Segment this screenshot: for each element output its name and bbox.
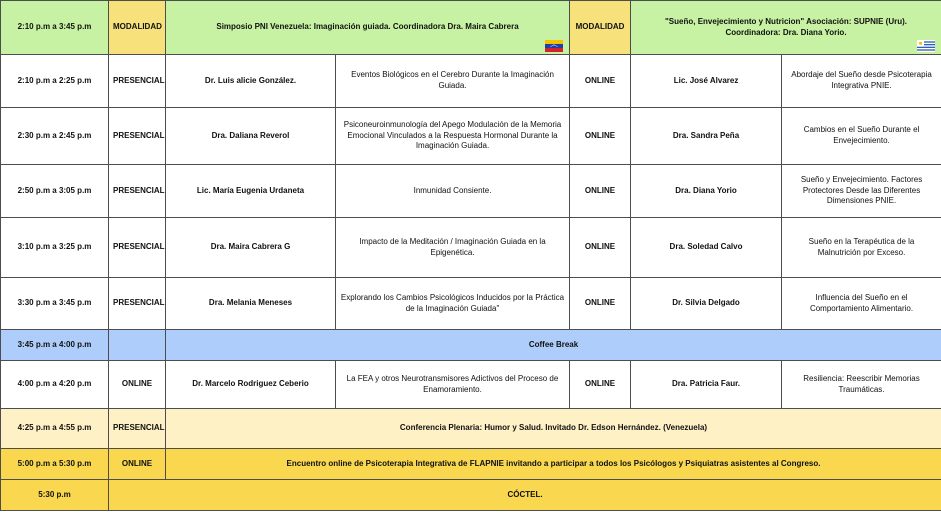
table-row [1, 278, 941, 330]
plenary-time: 4:25 p.m a 4:55 p.m [1, 409, 109, 449]
table-row [1, 108, 941, 165]
row-speaker-right: Dra. Patricia Faur. [631, 361, 782, 409]
row-speaker-left: Dr. Marcelo Rodriguez Ceberio [166, 361, 336, 409]
row-mode-left: PRESENCIAL [109, 278, 166, 330]
row-topic-right: Sueño y Envejecimiento. Factores Protectores Desde las Diferentes Dimensiones PNIE. [782, 165, 941, 218]
online-meeting-mode: ONLINE [109, 449, 166, 480]
row-time: 3:30 p.m a 3:45 p.m [1, 278, 109, 330]
row-time: 2:50 p.m a 3:05 p.m [1, 165, 109, 218]
row-mode-left: PRESENCIAL [109, 218, 166, 278]
row-topic-left: Impacto de la Meditación / Imaginación Guiada en la Epigenética. [336, 218, 570, 278]
coffee-time: 3:45 p.m a 4:00 p.m [1, 330, 109, 361]
row-topic-right: Abordaje del Sueño desde Psicoterapia Integrativa PNIE. [782, 55, 941, 108]
row-speaker-right: Dra. Diana Yorio [631, 165, 782, 218]
header-modality-right: MODALIDAD [570, 1, 631, 55]
symposium-left-title [166, 1, 570, 55]
row-topic-right: Resiliencia: Reescribir Memorias Traumáticas. [782, 361, 941, 409]
symposium-right-line1: "Sueño, Envejecimiento y Nutricion" Asociación: SUPNIE (Uru). [665, 16, 908, 26]
row-topic-left: Inmunidad Consiente. [336, 165, 570, 218]
online-meeting-time: 5:00 p.m a 5:30 p.m [1, 449, 109, 480]
row-speaker-left: Dra. Melania Meneses [166, 278, 336, 330]
row-mode-right: ONLINE [570, 278, 631, 330]
header-modality-left: MODALIDAD [109, 1, 166, 55]
row-speaker-left: Dra. Daliana Reverol [166, 108, 336, 165]
cocktail-time: 5:30 p.m [1, 480, 109, 511]
coffee-break-row [1, 330, 941, 361]
row-speaker-left: Lic. María Eugenia Urdaneta [166, 165, 336, 218]
plenary-row [1, 409, 941, 449]
table-row [1, 218, 941, 278]
symposium-left-text: Simposio PNI Venezuela: Imaginación guiada. Coordinadora Dra. Maira Cabrera [216, 22, 519, 32]
coffee-mode-empty [109, 330, 166, 361]
coffee-break-label: Coffee Break [166, 330, 941, 361]
row-speaker-right: Dra. Soledad Calvo [631, 218, 782, 278]
online-meeting-label: Encuentro online de Psicoterapia Integrativa de FLAPNIE invitando a participar a todos los Psicólogos y Psiquiatras asistentes al Congreso. [166, 449, 941, 480]
symposium-right-line2: Coordinadora: Dra. Diana Yorio. [725, 27, 847, 37]
row-mode-left: PRESENCIAL [109, 108, 166, 165]
row-topic-left: Psiconeuroinmunología del Apego Modulación de la Memoria Emocional Vinculados a la Respuesta Hormonal Durante la Imaginación Guiada. [336, 108, 570, 165]
row-time: 2:30 p.m a 2:45 p.m [1, 108, 109, 165]
row-mode-right: ONLINE [570, 361, 631, 409]
cocktail-row [1, 480, 941, 511]
table-row [1, 165, 941, 218]
header-row [1, 1, 941, 55]
row-mode-right: ONLINE [570, 165, 631, 218]
row-time: 2:10 p.m a 2:25 p.m [1, 55, 109, 108]
online-meeting-row [1, 449, 941, 480]
row-speaker-left: Dr. Luis alicie González. [166, 55, 336, 108]
row-speaker-right: Lic. José Alvarez [631, 55, 782, 108]
row-topic-left: Eventos Biológicos en el Cerebro Durante la Imaginación Guiada. [336, 55, 570, 108]
row-topic-right: Influencia del Sueño en el Comportamiento Alimentario. [782, 278, 941, 330]
row-mode-left: PRESENCIAL [109, 55, 166, 108]
table-row [1, 55, 941, 108]
row-speaker-right: Dr. Silvia Delgado [631, 278, 782, 330]
row-topic-left: La FEA y otros Neurotransmisores Adictivos del Proceso de Enamoramiento. [336, 361, 570, 409]
symposium-right-title [631, 1, 941, 55]
cocktail-label: CÓCTEL. [109, 480, 941, 511]
row-speaker-right: Dra. Sandra Peña [631, 108, 782, 165]
table-row [1, 361, 941, 409]
row-mode-left: PRESENCIAL [109, 165, 166, 218]
row-topic-left: Explorando los Cambios Psicológicos Inducidos por la Práctica de la Imaginación Guiada" [336, 278, 570, 330]
row-mode-left: ONLINE [109, 361, 166, 409]
row-topic-right: Sueño en la Terapéutica de la Malnutrición por Exceso. [782, 218, 941, 278]
row-time: 3:10 p.m a 3:25 p.m [1, 218, 109, 278]
row-mode-right: ONLINE [570, 108, 631, 165]
venezuela-flag-icon [545, 40, 563, 52]
plenary-mode: PRESENCIAL [109, 409, 166, 449]
row-topic-right: Cambios en el Sueño Durante el Envejecimiento. [782, 108, 941, 165]
row-mode-right: ONLINE [570, 55, 631, 108]
row-time: 4:00 p.m a 4:20 p.m [1, 361, 109, 409]
row-speaker-left: Dra. Maira Cabrera G [166, 218, 336, 278]
header-time: 2:10 p.m a 3:45 p.m [1, 1, 109, 55]
uruguay-flag-icon [917, 40, 935, 52]
row-mode-right: ONLINE [570, 218, 631, 278]
plenary-label: Conferencia Plenaria: Humor y Salud. Invitado Dr. Edson Hernández. (Venezuela) [166, 409, 941, 449]
